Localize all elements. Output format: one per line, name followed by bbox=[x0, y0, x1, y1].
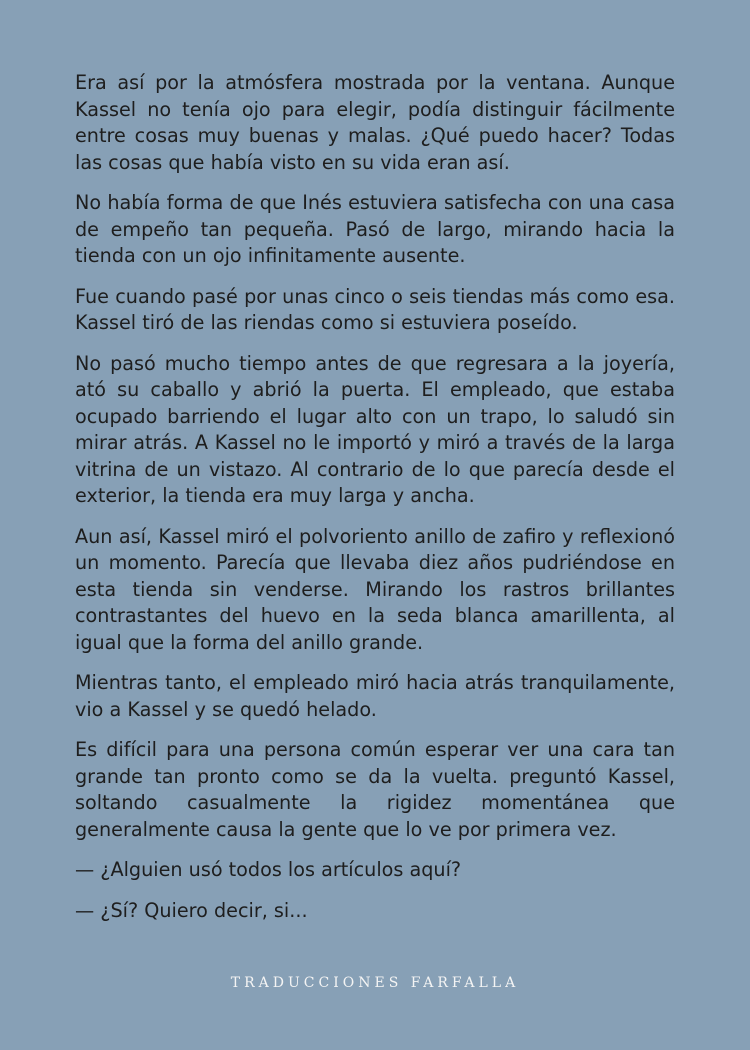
paragraph-1: Era así por la atmósfera mostrada por la ventana. Aunque Kassel no tenía ojo para elegir, podía distinguir fácilmente entre cosas muy buenas y malas. ¿Qué puedo hacer? Todas las cosas que había visto en su vida eran así. bbox=[75, 71, 675, 174]
paragraph-6: Mientras tanto, el empleado miró hacia atrás tranquilamente, vio a Kassel y se quedó helado. bbox=[75, 671, 675, 721]
paragraph-5: Aun así, Kassel miró el polvoriento anillo de zafiro y reflexionó un momento. Parecía que llevaba diez años pudriéndose en esta tienda sin venderse. Mirando los rastros brillantes contrastantes del huevo en la seda blanca amarillenta, al igual que la forma del anillo grande. bbox=[75, 524, 675, 654]
paragraph-4: No pasó mucho tiempo antes de que regresara a la joyería, ató su caballo y abrió la puerta. El empleado, que estaba ocupado barriendo el lugar alto con un trapo, lo saludó sin mirar atrás. A Kassel no le importó y miró a través de la larga vitrina de un vistazo. Al contrario de lo que parecía desde el exterior, la tienda era muy larga y ancha. bbox=[75, 351, 675, 507]
translator-credit: TRADUCCIONES FARFALLA bbox=[230, 975, 520, 991]
dialogue-line-1: — ¿Alguien usó todos los artículos aquí? bbox=[75, 858, 462, 881]
paragraph-2: No había forma de que Inés estuviera satisfecha con una casa de empeño tan pequeña. Pasó de largo, mirando hacia la tienda con un ojo infinitamente ausente. bbox=[75, 191, 675, 267]
dialogue-line-2: — ¿Sí? Quiero decir, si... bbox=[75, 898, 308, 922]
paragraph-3: Fue cuando pasé por unas cinco o seis tiendas más como esa. Kassel tiró de las riendas como si estuviera poseído. bbox=[75, 284, 675, 334]
paragraph-7: Es difícil para una persona común esperar ver una cara tan grande tan pronto como se da la vuelta. preguntó Kassel, soltando casualmente la rigidez momentánea que generalmente causa la gente que lo ve por primera vez. bbox=[75, 738, 675, 841]
text-body bbox=[75, 70, 675, 938]
